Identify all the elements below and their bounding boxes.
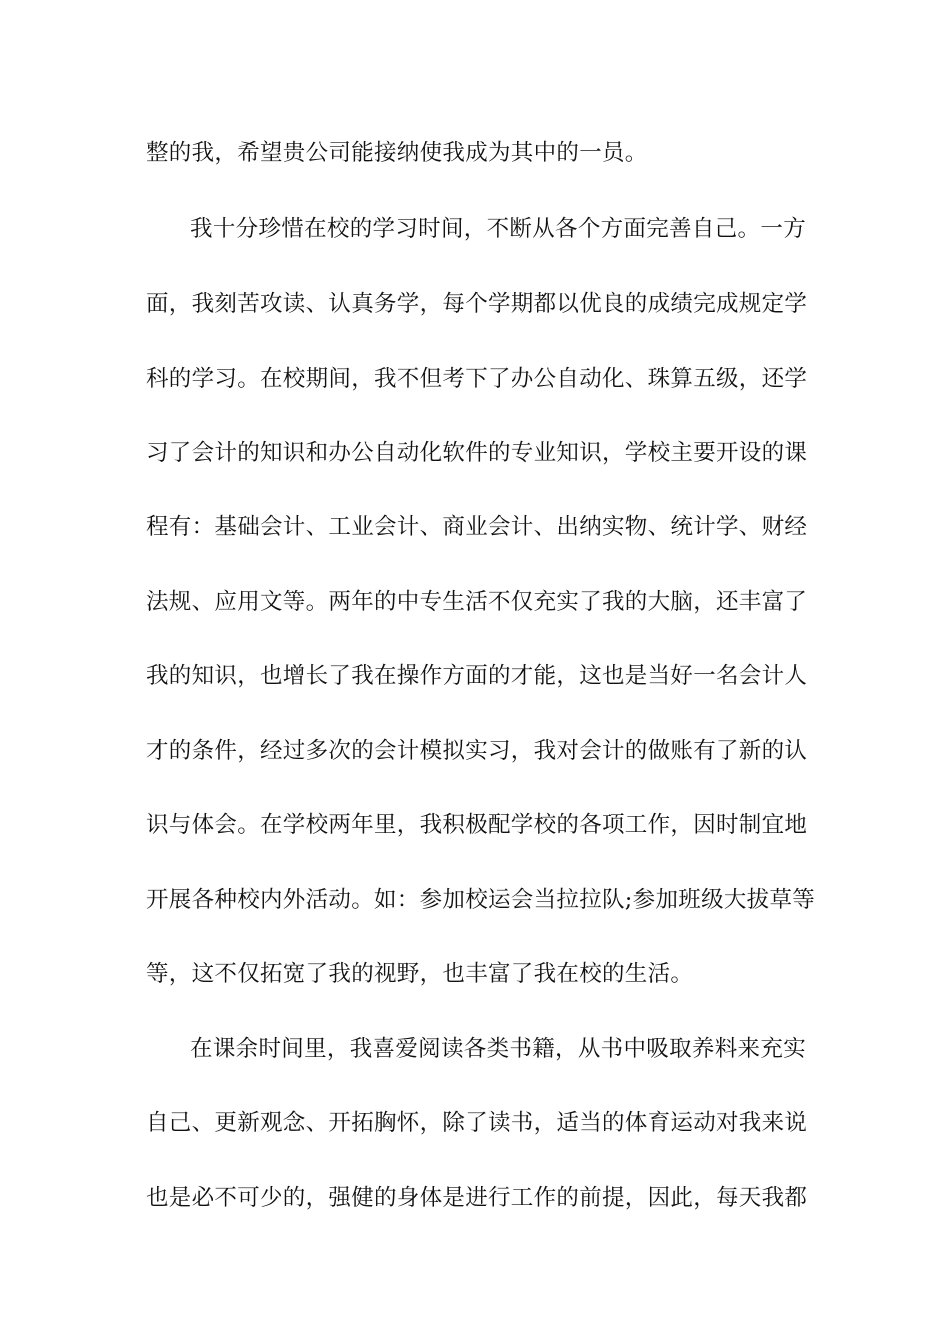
paragraph-line: 自己、更新观念、开拓胸怀，除了读书，适当的体育运动对我来说 [146,1110,808,1136]
paragraph-line: 面，我刻苦攻读、认真务学，每个学期都以优良的成绩完成规定学 [146,291,808,317]
paragraph-line: 我十分珍惜在校的学习时间，不断从各个方面完善自己。一方 [190,216,806,242]
paragraph-line: 等，这不仅拓宽了我的视野，也丰富了我在校的生活。 [146,961,694,987]
paragraph-line: 在课余时间里，我喜爱阅读各类书籍，从书中吸取养料来充实 [190,1036,806,1062]
paragraph-line: 程有：基础会计、工业会计、商业会计、出纳实物、统计学、财经 [146,514,808,540]
paragraph-line: 科的学习。在校期间，我不但考下了办公自动化、珠算五级，还学 [146,366,808,392]
paragraph-line: 我的知识，也增长了我在操作方面的才能，这也是当好一名会计人 [146,663,808,689]
paragraph-line: 开展各种校内外活动。如：参加校运会当拉拉队;参加班级大拔草等 [146,887,816,913]
paragraph-line: 才的条件，经过多次的会计模拟实习，我对会计的做账有了新的认 [146,738,808,764]
paragraph-line: 法规、应用文等。两年的中专生活不仅充实了我的大脑，还丰富了 [146,589,808,615]
paragraph-line: 识与体会。在学校两年里，我积极配学校的各项工作，因时制宜地 [146,812,808,838]
paragraph-line: 也是必不可少的，强健的身体是进行工作的前提，因此，每天我都 [146,1185,808,1211]
paragraph-line: 整的我，希望贵公司能接纳使我成为其中的一员。 [146,140,648,166]
paragraph-line: 习了会计的知识和办公自动化软件的专业知识，学校主要开设的课 [146,440,808,466]
